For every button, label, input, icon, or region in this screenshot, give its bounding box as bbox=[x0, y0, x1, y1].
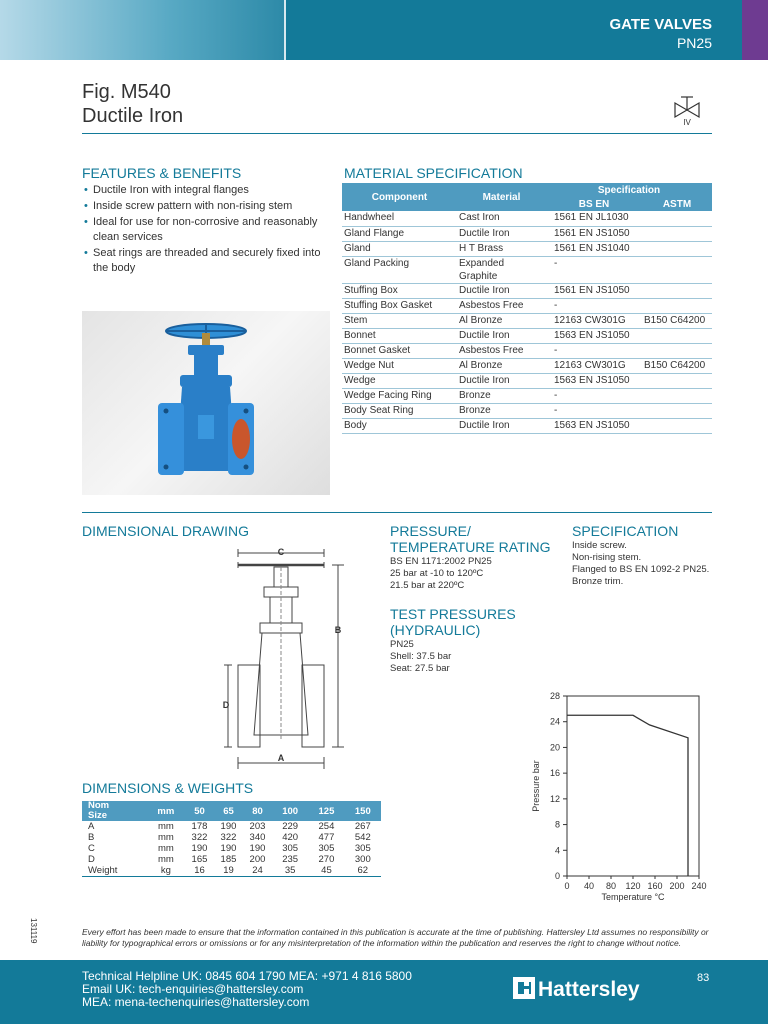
cell-bs-en: 1563 EN JS1050 bbox=[546, 373, 642, 388]
cell-material: Asbestos Free bbox=[457, 343, 546, 358]
x-tick-label: 80 bbox=[605, 881, 617, 891]
cell-value: 340 bbox=[249, 832, 266, 843]
table-row bbox=[82, 865, 381, 877]
feature-item: • Ductile Iron with integral flanges bbox=[84, 183, 324, 198]
cell-label: B bbox=[88, 832, 95, 843]
cell-component: Bonnet Gasket bbox=[342, 343, 457, 358]
nom-label: Nom bbox=[88, 800, 110, 811]
cell-value: 229 bbox=[282, 821, 299, 832]
test-line: PN25 bbox=[390, 639, 414, 650]
cell-value: 200 bbox=[249, 854, 266, 865]
x-tick-label: 240 bbox=[691, 881, 707, 891]
cell-unit: mm bbox=[157, 854, 174, 865]
cell-value: 190 bbox=[220, 821, 237, 832]
cell-value: 190 bbox=[249, 843, 266, 854]
cell-material: Asbestos Free bbox=[457, 298, 546, 313]
pressure-title-line2: TEMPERATURE RATING bbox=[390, 539, 551, 555]
cell-value: 305 bbox=[282, 843, 299, 854]
test-title-line2: (HYDRAULIC) bbox=[390, 622, 481, 638]
cell-value: 235 bbox=[282, 854, 299, 865]
pressure-title-line1: PRESSURE/ bbox=[390, 523, 471, 539]
x-tick-label: 200 bbox=[669, 881, 685, 891]
x-tick-label: 120 bbox=[625, 881, 641, 891]
col-header-size: 125 bbox=[308, 801, 344, 821]
cell-value: 305 bbox=[354, 843, 371, 854]
cell-component: Body Seat Ring bbox=[342, 403, 457, 418]
test-title-line1: TEST PRESSURES bbox=[390, 606, 516, 622]
cell-component: Body bbox=[342, 418, 457, 433]
cell-bs-en: 1563 EN JS1050 bbox=[546, 418, 642, 433]
cell-material: Ductile Iron bbox=[457, 418, 546, 433]
table-row bbox=[342, 226, 712, 241]
dim-label-d: D bbox=[222, 700, 230, 710]
email-mea[interactable]: MEA: mena-techenquiries@hattersley.com bbox=[82, 995, 310, 1009]
fig-number: Fig. M540 bbox=[82, 81, 171, 103]
cell-value: 300 bbox=[354, 854, 371, 865]
pressure-temperature-chart bbox=[515, 690, 715, 905]
y-tick-label: 24 bbox=[549, 716, 560, 727]
cell-bs-en: 12163 CW301G bbox=[546, 358, 642, 373]
plot-frame bbox=[567, 696, 699, 876]
cell-astm bbox=[642, 256, 712, 283]
y-axis-label: Pressure bar bbox=[531, 760, 541, 812]
y-tick-label: 16 bbox=[549, 768, 560, 779]
x-tick-label: 160 bbox=[647, 881, 663, 891]
cell-value: 267 bbox=[354, 821, 371, 832]
product-material: Ductile Iron bbox=[82, 105, 184, 127]
table-row bbox=[342, 373, 712, 388]
page-number: 83 bbox=[697, 972, 710, 984]
cell-bs-en: 1563 EN JS1050 bbox=[546, 328, 642, 343]
category-title: GATE VALVES bbox=[609, 16, 712, 33]
helpline: Technical Helpline UK: 0845 604 1790 MEA: +971 4 816 5800 bbox=[82, 969, 412, 983]
test-line: Seat: 27.5 bar bbox=[390, 663, 450, 674]
dim-label-c: C bbox=[277, 547, 285, 557]
dimensional-drawing-title: DIMENSIONAL DRAWING bbox=[82, 523, 249, 539]
cell-astm bbox=[642, 418, 712, 433]
header-gradient-band bbox=[0, 0, 284, 60]
cell-value: 542 bbox=[354, 832, 371, 843]
table-row bbox=[342, 358, 712, 373]
cell-component: Gland bbox=[342, 241, 457, 256]
material-spec-title: MATERIAL SPECIFICATION bbox=[344, 165, 523, 181]
cell-component: Stuffing Box bbox=[342, 283, 457, 298]
cell-label: A bbox=[88, 821, 95, 832]
cell-value: 254 bbox=[318, 821, 335, 832]
pressure-temperature-line bbox=[567, 715, 688, 876]
cell-label: C bbox=[88, 843, 95, 854]
cell-component: Wedge Nut bbox=[342, 358, 457, 373]
x-tick-label: 40 bbox=[583, 881, 595, 891]
cell-astm: B150 C64200 bbox=[642, 358, 712, 373]
col-header-unit: mm bbox=[147, 801, 185, 821]
cell-component: Gland Flange bbox=[342, 226, 457, 241]
cell-astm: B150 C64200 bbox=[642, 313, 712, 328]
cell-astm bbox=[642, 283, 712, 298]
cell-value: 16 bbox=[185, 865, 214, 877]
table-row bbox=[342, 298, 712, 313]
cell-material: Bronze bbox=[457, 403, 546, 418]
pressure-line: BS EN 1171:2002 PN25 bbox=[390, 556, 492, 567]
size-label: Size bbox=[88, 810, 108, 821]
hattersley-logo bbox=[512, 973, 658, 1003]
cell-material: Ductile Iron bbox=[457, 328, 546, 343]
col-header-size: 65 bbox=[214, 801, 243, 821]
header-accent-tab bbox=[742, 0, 768, 60]
cell-bs-en: - bbox=[546, 256, 642, 283]
col-header-bs-en: BS EN bbox=[546, 197, 642, 211]
pressure-rating-details bbox=[390, 556, 492, 592]
table-row bbox=[82, 854, 381, 865]
cell-material: Ductile Iron bbox=[457, 283, 546, 298]
cell-value: 45 bbox=[308, 865, 344, 877]
cell-material: Expanded Graphite bbox=[457, 256, 546, 283]
cell-value: 185 bbox=[220, 854, 237, 865]
product-photo bbox=[82, 311, 330, 495]
cell-material: H T Brass bbox=[457, 241, 546, 256]
cell-material: Cast Iron bbox=[457, 211, 546, 226]
test-line: Shell: 37.5 bar bbox=[390, 651, 452, 662]
cell-value: 305 bbox=[318, 843, 335, 854]
x-tick-label: 0 bbox=[564, 881, 570, 891]
specification-title: SPECIFICATION bbox=[572, 523, 679, 539]
col-header-specification: Specification bbox=[546, 183, 712, 197]
cell-material: Ductile Iron bbox=[457, 373, 546, 388]
cell-label: D bbox=[88, 854, 95, 865]
y-tick-label: 0 bbox=[554, 871, 560, 881]
specification-details bbox=[572, 540, 709, 588]
cell-component: Bonnet bbox=[342, 328, 457, 343]
cell-label: Weight bbox=[82, 865, 147, 877]
cell-bs-en: 1561 EN JS1050 bbox=[546, 226, 642, 241]
cell-component: Gland Packing bbox=[342, 256, 457, 283]
test-pressures-title bbox=[390, 606, 516, 638]
cell-astm bbox=[642, 343, 712, 358]
cell-bs-en: 1561 EN JL1030 bbox=[546, 211, 642, 226]
table-row bbox=[342, 313, 712, 328]
doc-code: 131119 bbox=[29, 918, 38, 944]
cell-value: 420 bbox=[282, 832, 299, 843]
cell-value: 190 bbox=[191, 843, 208, 854]
product-title bbox=[82, 80, 183, 128]
cell-bs-en: - bbox=[546, 343, 642, 358]
section-divider bbox=[82, 512, 712, 513]
table-row bbox=[342, 256, 712, 283]
dimensional-drawing bbox=[216, 545, 356, 770]
test-pressures-details bbox=[390, 639, 451, 675]
cell-material: Al Bronze bbox=[457, 358, 546, 373]
table-row bbox=[82, 843, 381, 854]
cell-component: Handwheel bbox=[342, 211, 457, 226]
col-header-astm: ASTM bbox=[642, 197, 712, 211]
spec-line: Non-rising stem. bbox=[572, 552, 642, 563]
cell-bs-en: - bbox=[546, 298, 642, 313]
y-tick-label: 4 bbox=[554, 845, 560, 856]
title-divider bbox=[82, 133, 712, 134]
pressure-line: 25 bar at -10 to 120ºC bbox=[390, 568, 484, 579]
cell-value: 19 bbox=[214, 865, 243, 877]
cell-unit: kg bbox=[147, 865, 185, 877]
col-header-nom-size bbox=[82, 801, 147, 821]
cell-astm bbox=[642, 298, 712, 313]
dimensions-table bbox=[82, 801, 381, 877]
cell-value: 203 bbox=[249, 821, 266, 832]
cell-value: 190 bbox=[220, 843, 237, 854]
pressure-line: 21.5 bar at 220ºC bbox=[390, 580, 465, 591]
cell-astm bbox=[642, 388, 712, 403]
table-row bbox=[342, 283, 712, 298]
cell-astm bbox=[642, 241, 712, 256]
spec-line: Inside screw. bbox=[572, 540, 627, 551]
table-row bbox=[342, 418, 712, 433]
feature-item: • Ideal for use for non-corrosive and reasonably clean services bbox=[84, 215, 324, 245]
cell-value: 62 bbox=[345, 865, 381, 877]
col-header-size: 80 bbox=[243, 801, 272, 821]
cell-component: Stem bbox=[342, 313, 457, 328]
features-title: FEATURES & BENEFITS bbox=[82, 165, 242, 181]
cell-astm bbox=[642, 403, 712, 418]
cell-material: Al Bronze bbox=[457, 313, 546, 328]
table-row bbox=[342, 403, 712, 418]
cell-unit: mm bbox=[157, 843, 174, 854]
table-row bbox=[82, 821, 381, 832]
table-row bbox=[342, 328, 712, 343]
y-tick-label: 8 bbox=[554, 819, 560, 830]
cell-astm bbox=[642, 226, 712, 241]
cell-bs-en: 1561 EN JS1050 bbox=[546, 283, 642, 298]
spec-line: Bronze trim. bbox=[572, 576, 624, 587]
material-spec-table bbox=[342, 183, 712, 434]
cell-value: 35 bbox=[272, 865, 308, 877]
cell-component: Wedge bbox=[342, 373, 457, 388]
feature-item: • Inside screw pattern with non-rising stem bbox=[84, 199, 324, 214]
logo-wordmark: Hattersley bbox=[538, 978, 640, 1001]
cell-value: 322 bbox=[220, 832, 237, 843]
cell-bs-en: 12163 CW301G bbox=[546, 313, 642, 328]
col-header-material: Material bbox=[457, 183, 546, 211]
cell-material: Bronze bbox=[457, 388, 546, 403]
cell-bs-en: 1561 EN JS1040 bbox=[546, 241, 642, 256]
cell-value: 24 bbox=[243, 865, 272, 877]
cell-value: 322 bbox=[191, 832, 208, 843]
disclaimer: Every effort has been made to ensure that the information contained in this publication is accurate at the time of publishing. Hattersley Ltd assumes no responsibility or liability for typographical errors or omissions or for any misinterpretation of the information within the publication and reserves the right to change without notice. bbox=[82, 927, 709, 948]
col-header-size: 150 bbox=[345, 801, 381, 821]
y-tick-label: 28 bbox=[549, 691, 560, 701]
page-header bbox=[0, 0, 768, 60]
email-uk[interactable]: Email UK: tech-enquiries@hattersley.com bbox=[82, 982, 304, 996]
cell-astm bbox=[642, 328, 712, 343]
cell-component: Wedge Facing Ring bbox=[342, 388, 457, 403]
pressure-rating-title bbox=[390, 523, 551, 555]
col-header-component: Component bbox=[342, 183, 457, 211]
table-row bbox=[342, 388, 712, 403]
gate-valve-image bbox=[82, 311, 330, 495]
col-header-size: 100 bbox=[272, 801, 308, 821]
cell-component: Stuffing Box Gasket bbox=[342, 298, 457, 313]
col-header-size: 50 bbox=[185, 801, 214, 821]
dim-label-a: A bbox=[277, 753, 285, 763]
cell-value: 477 bbox=[318, 832, 335, 843]
cell-bs-en: - bbox=[546, 403, 642, 418]
category-subtitle: PN25 bbox=[676, 35, 712, 51]
table-row bbox=[342, 241, 712, 256]
footer-contact bbox=[82, 970, 412, 1009]
gate-valve-symbol-icon bbox=[672, 94, 702, 128]
cell-value: 178 bbox=[191, 821, 208, 832]
spec-line: Flanged to BS EN 1092-2 PN25. bbox=[572, 564, 710, 575]
x-axis-label: Temperature °C bbox=[601, 892, 665, 902]
features-list bbox=[84, 183, 324, 277]
dim-label-b: B bbox=[334, 625, 342, 635]
cell-astm bbox=[642, 373, 712, 388]
y-tick-label: 12 bbox=[549, 793, 560, 804]
y-tick-label: 20 bbox=[549, 742, 560, 753]
cell-bs-en: - bbox=[546, 388, 642, 403]
table-row bbox=[342, 343, 712, 358]
cell-unit: mm bbox=[157, 821, 174, 832]
cell-unit: mm bbox=[157, 832, 174, 843]
cell-value: 165 bbox=[191, 854, 208, 865]
cell-astm bbox=[642, 211, 712, 226]
valve-symbol-label: IV bbox=[683, 118, 691, 127]
feature-item: • Seat rings are threaded and securely fixed into the body bbox=[84, 246, 324, 276]
cell-material: Ductile Iron bbox=[457, 226, 546, 241]
cell-value: 270 bbox=[318, 854, 335, 865]
table-row bbox=[342, 211, 712, 226]
table-row bbox=[82, 832, 381, 843]
dimensions-title: DIMENSIONS & WEIGHTS bbox=[82, 780, 254, 796]
